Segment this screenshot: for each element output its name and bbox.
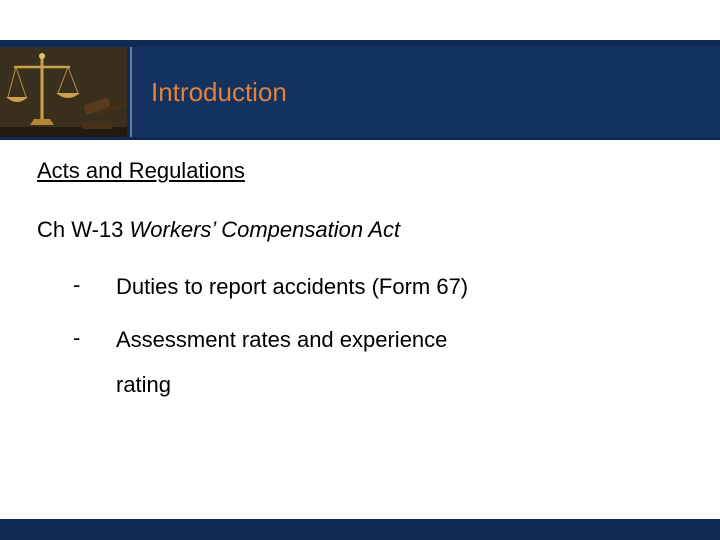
act-reference <box>37 217 400 243</box>
section-heading: Acts and Regulations <box>37 158 245 183</box>
act-prefix: Ch W-13 <box>37 217 130 242</box>
bullet-marker: - <box>73 272 81 297</box>
bullet-text-line: rating <box>116 372 172 397</box>
bullet-text: Duties to report accidents (Form 67) <box>116 274 469 299</box>
slide-title: Introduction <box>151 77 287 107</box>
bullet-text-line: Assessment rates and experience <box>116 327 448 352</box>
footer-band <box>0 519 720 540</box>
act-name: Workers’ Compensation Act <box>129 217 401 242</box>
scales-of-justice-icon <box>0 47 127 137</box>
bullet-marker: - <box>73 325 81 350</box>
